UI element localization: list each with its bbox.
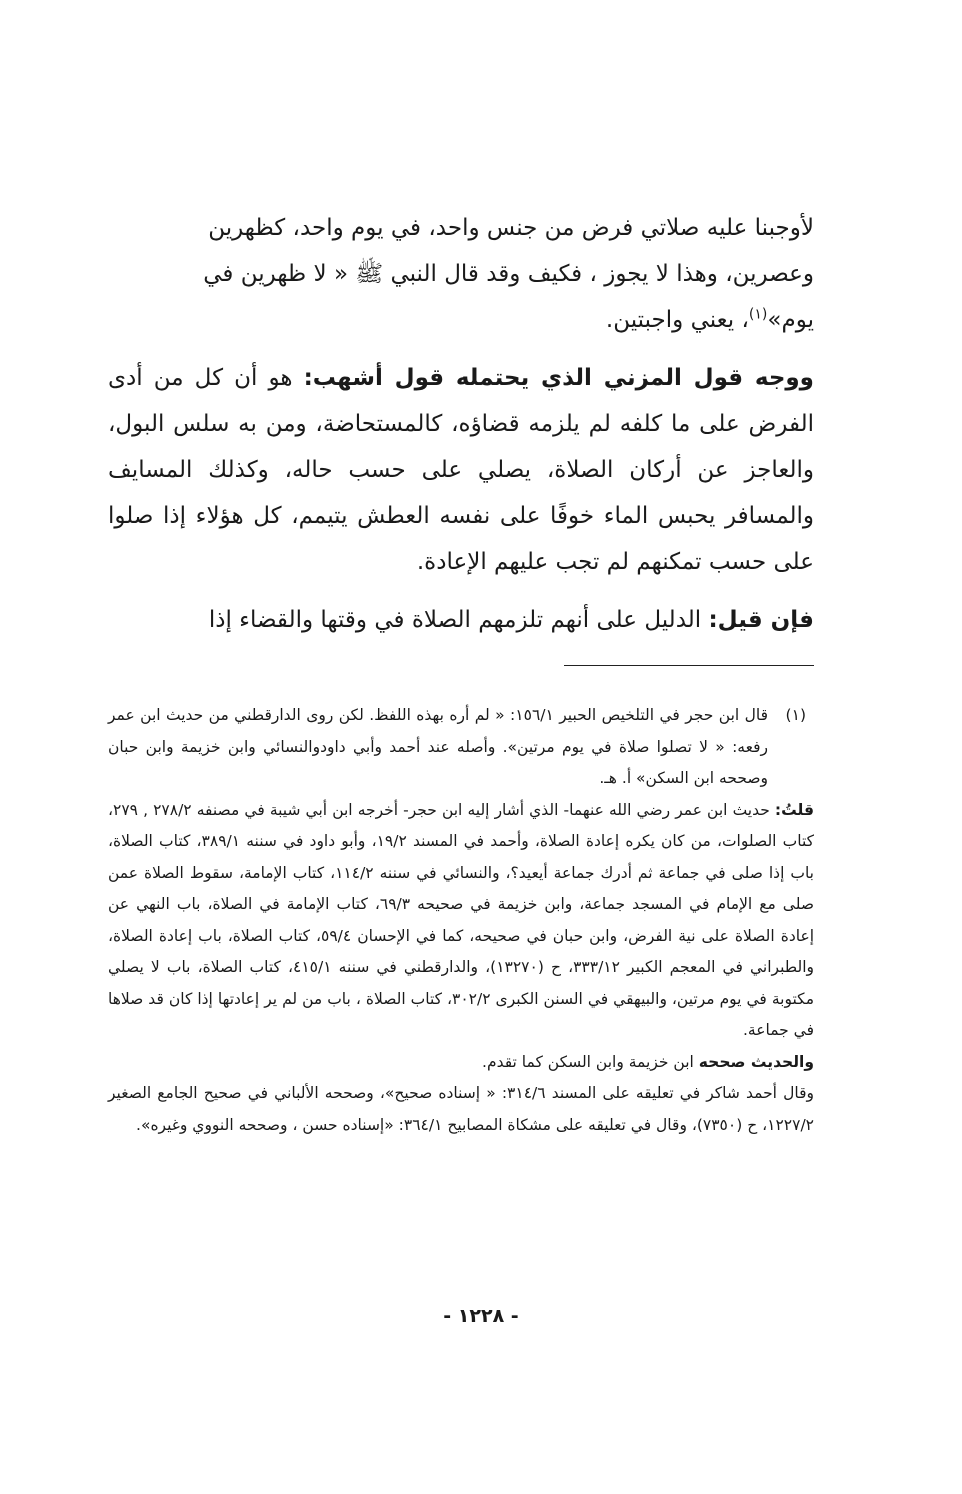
footnote-paragraph-3-lead: والحديث صححه bbox=[698, 1052, 814, 1071]
paragraph-3-lead: فإن قيل: bbox=[708, 607, 814, 633]
footnote-1-text: قال ابن حجر في التلخيص الحبير ١٥٦/١: « لم أره بهذه اللفظ. لكن روى الدارقطني من حديث ابن عمر رفعه: « لا تصلوا صلاة في يوم مرتين». وأصله عند أحمد وأبي داودوالنسائي وابن خزيمة وابن حبان وصححه ابن السكن» أ. هـ. bbox=[108, 706, 768, 787]
paragraph-2-text: هو أن كل من أدى الفرض على ما كلفه لم يلزمه قضاؤه، كالمستحاضة، ومن به سلس البول، والعاجز عن أركان الصلاة، يصلي على حسب حاله، وكذلك المسايف والمسافر يحبس الماء خوفًا على نفسه العطش يتيمم، كل هؤلاء إذا صلوا على حسب تمكنهم لم تجب عليهم الإعادة. bbox=[108, 365, 814, 575]
main-text-block bbox=[108, 205, 814, 655]
paragraph-1-line-1: لأوجبنا عليه صلاتي فرض من جنس واحد، في يوم واحد، كظهرين bbox=[208, 215, 814, 241]
footnote-paragraph-2-text: حديث ابن عمر رضي الله عنهما- الذي أشار إليه ابن حجر- أخرجه ابن أبي شيبة في مصنفه ٢٧٨/٢ , ٢٧٩، كتاب الصلوات، من كان يكره إعادة الصلاة، وأحمد في المسند ١٩/٢، وأبو داود في سننه ٣٨٩/١، كتاب الصلاة، باب إذا صلى في جماعة ثم أدرك جماعة أيعيد؟، والنسائي في سننه ١١٤/٢، كتاب الإمامة، سقوط الصلاة عمن صلى مع الإمام في المسجد جماعة، وابن خزيمة في صحيحه ٦٩/٣، كتاب الإمامة في الصلاة، باب النهي عن إعادة الصلاة على نية الفرض، وابن حبان في صحيحه، كما في الإحسان ٥٩/٤، كتاب الصلاة، باب إعادة الصلاة، والطبراني في المعجم الكبير ٣٣٣/١٢، ح (١٣٢٧٠)، والدارقطني في سننه ٤١٥/١، كتاب الصلاة، باب لا يصلي مكتوبة في يوم مرتين، والبيهقي في السنن الكبرى ٣٠٢/٢، كتاب الصلاة ، باب من لم ير إعادتها إذا كان قد صلاها في جماعة. bbox=[108, 800, 815, 1039]
footnote-paragraph-3-text: ابن خزيمة وابن السكن كما تقدم. bbox=[482, 1052, 699, 1071]
footnote-1-body bbox=[108, 700, 768, 795]
paragraph-2 bbox=[108, 355, 814, 585]
footnote-paragraph-4: وقال أحمد شاكر في تعليقه على المسند ٣١٤/٦: « إسناده صحيح»، وصححه الألباني في صحيح الجامع الصغير ١٢٢٧/٢، ح (٧٣٥٠)، وقال في تعليقه على مشكاة المصابيح ٣٦٤/١: «إسناده حسن ، وصححه النووي وغيره». bbox=[108, 1084, 814, 1134]
footnote-1 bbox=[108, 700, 814, 795]
footnote-marker: (١) bbox=[785, 706, 806, 724]
paragraph-3 bbox=[108, 597, 814, 643]
paragraph-1 bbox=[108, 205, 814, 343]
paragraph-3-text: الدليل على أنهم تلزمهم الصلاة في وقتها والقضاء إذا bbox=[208, 607, 709, 633]
paragraph-1-line-2: وعصرين، وهذا لا يجوز ، فكيف وقد قال النبي ﷺ « لا ظهرين في bbox=[203, 261, 814, 287]
paragraph-1-line-3b: ، يعني واجبتين. bbox=[605, 307, 749, 333]
footnote-reference[interactable]: (١) bbox=[748, 306, 768, 323]
footnote-paragraph-3 bbox=[108, 1047, 814, 1079]
footnotes-block bbox=[108, 700, 814, 1141]
page-number: - ١٢٢٨ - bbox=[443, 1305, 519, 1327]
footnote-divider bbox=[564, 665, 814, 666]
footnote-continuation bbox=[108, 795, 814, 1142]
paragraph-1-line-3a: يوم» bbox=[767, 307, 814, 333]
footnote-paragraph-2 bbox=[108, 795, 814, 1047]
footnote-paragraph-2-lead: قلتُ: bbox=[774, 800, 814, 819]
paragraph-2-lead: ووجه قول المزني الذي يحتمله قول أشهب: bbox=[303, 365, 814, 391]
